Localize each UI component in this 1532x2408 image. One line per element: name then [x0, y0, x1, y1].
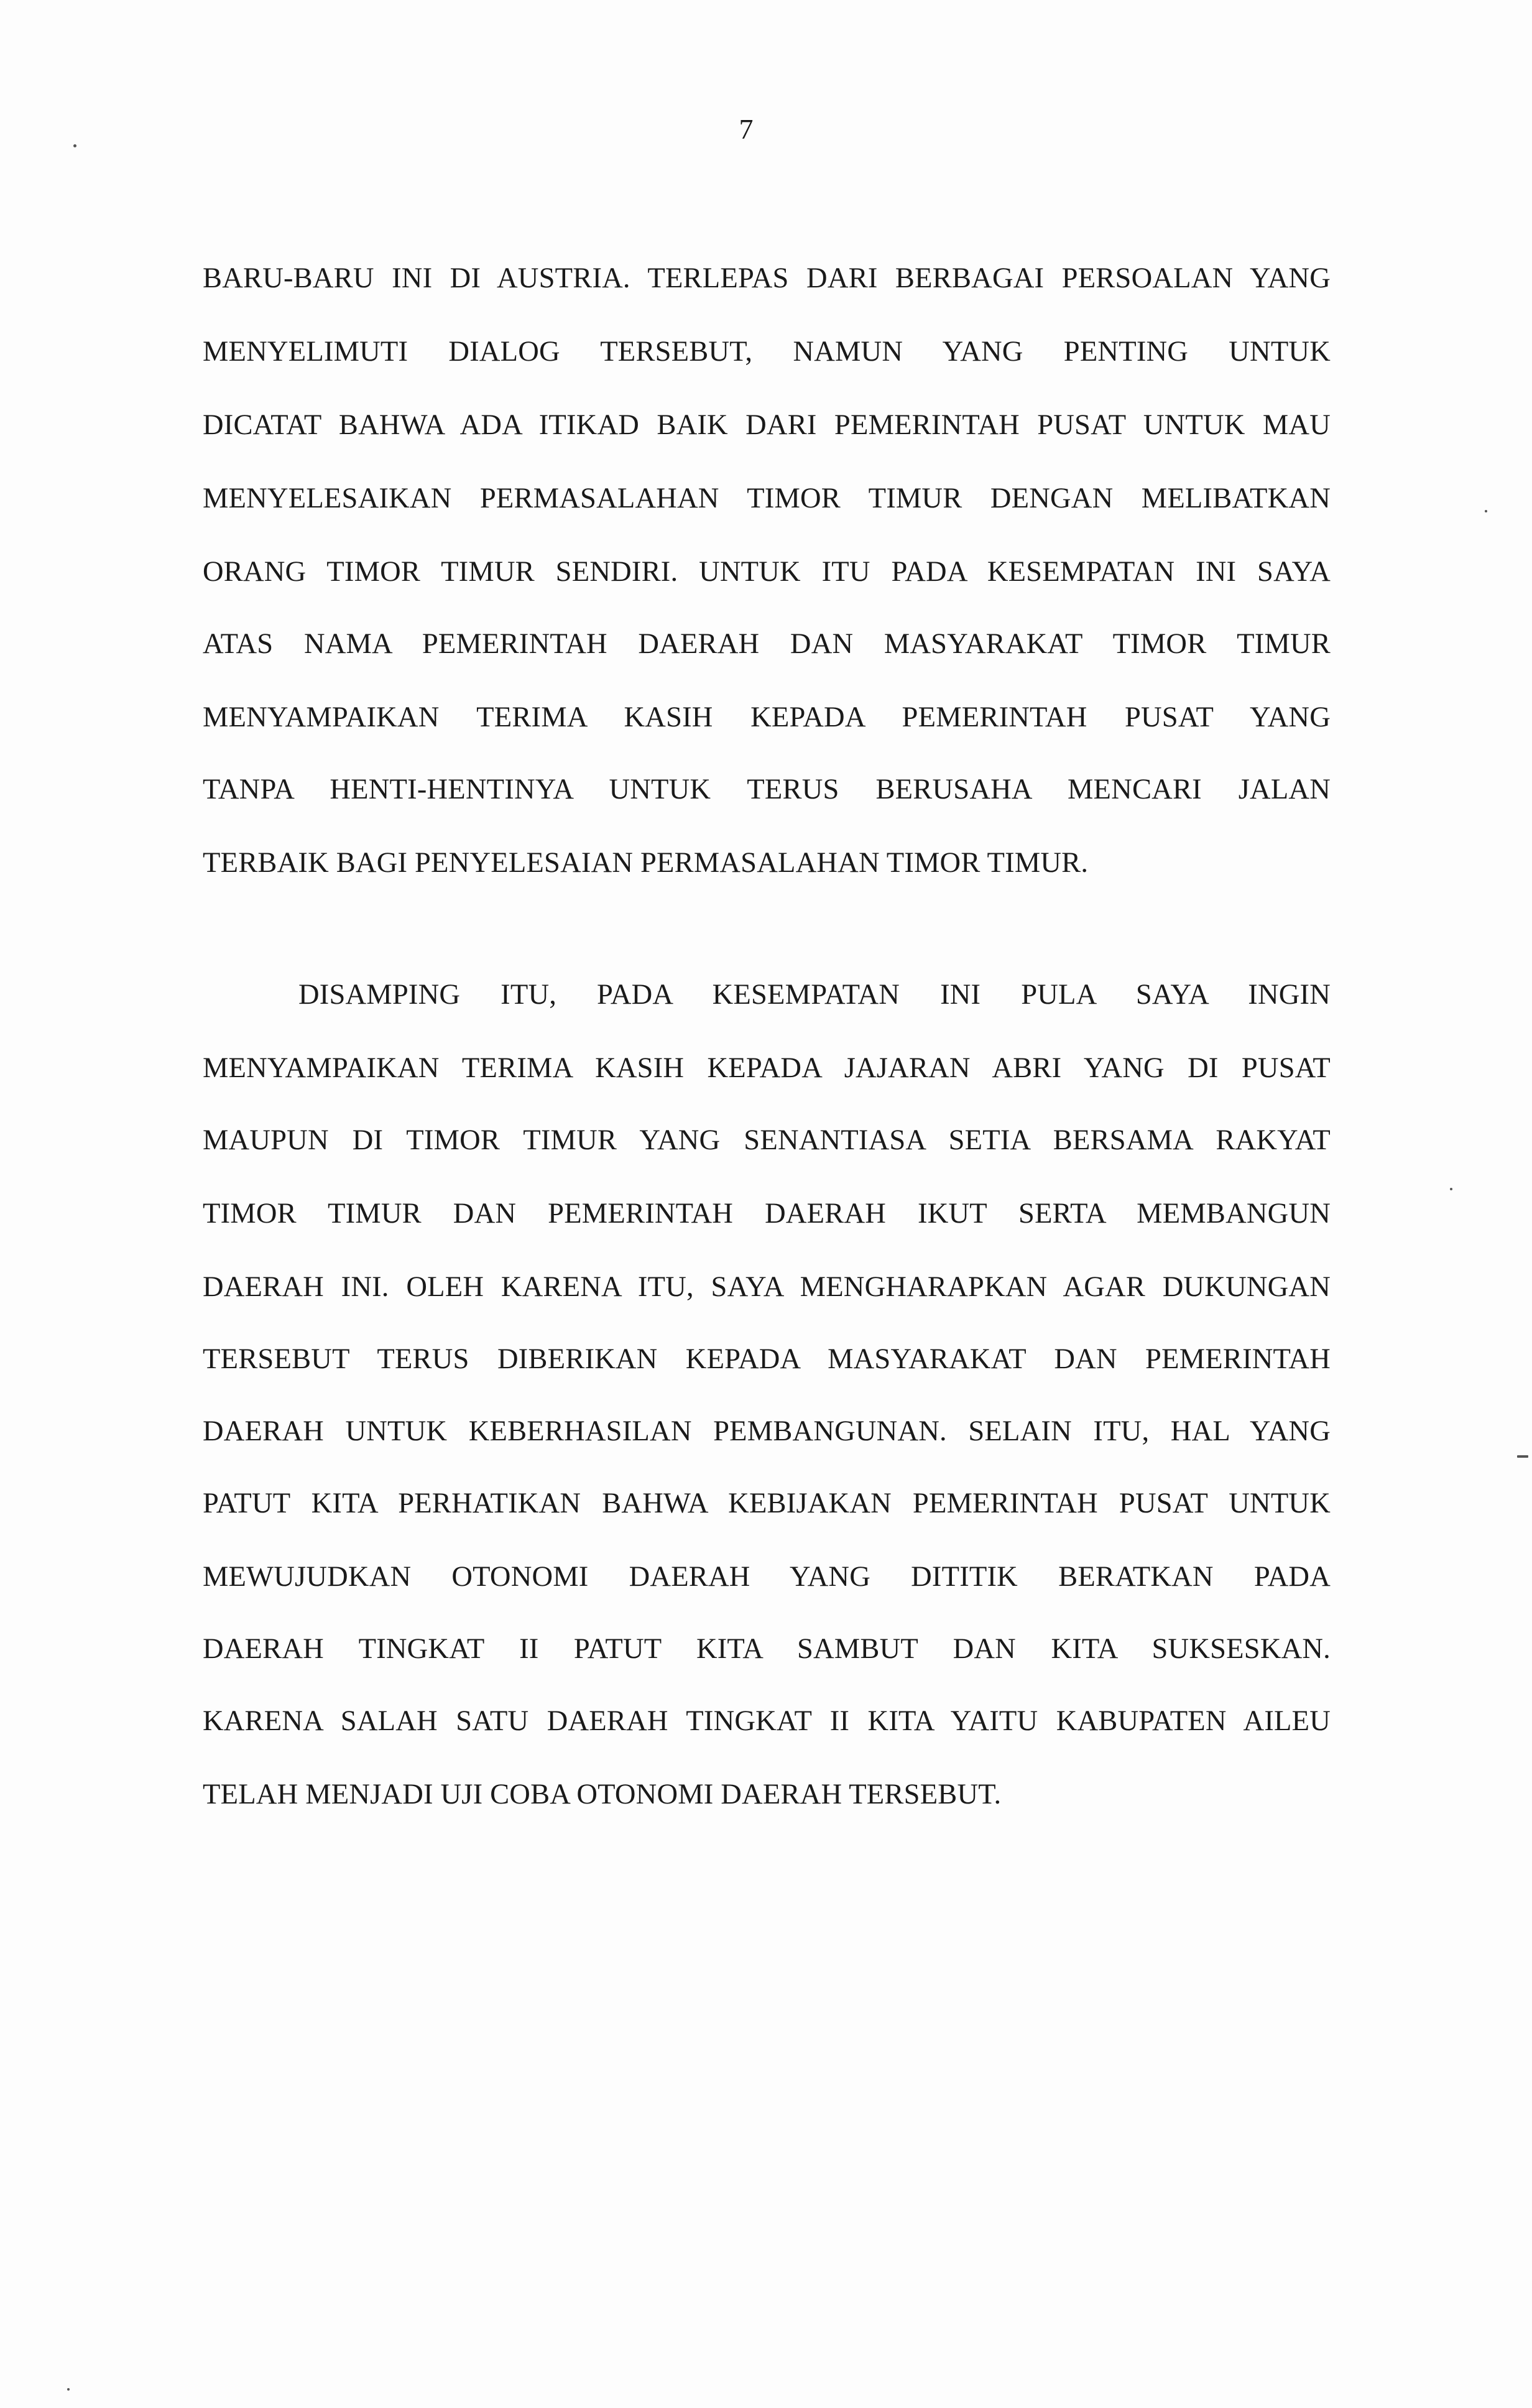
- scan-speck: [67, 2388, 70, 2391]
- text-line: MENYAMPAIKAN TERIMA KASIH KEPADA JAJARAN ABRI YANG DI PUSAT: [203, 1052, 1331, 1084]
- text-line: BARU-BARU INI DI AUSTRIA. TERLEPAS DARI BERBAGAI PERSOALAN YANG: [203, 262, 1331, 294]
- text-line: DAERAH INI. OLEH KARENA ITU, SAYA MENGHARAPKAN AGAR DUKUNGAN: [203, 1271, 1331, 1303]
- scan-speck: [1485, 510, 1487, 512]
- text-line: MENYAMPAIKAN TERIMA KASIH KEPADA PEMERINTAH PUSAT YANG: [203, 702, 1331, 733]
- text-line: DAERAH UNTUK KEBERHASILAN PEMBANGUNAN. SELAIN ITU, HAL YANG: [203, 1415, 1331, 1447]
- text-line: MENYELIMUTI DIALOG TERSEBUT, NAMUN YANG PENTING UNTUK: [203, 336, 1331, 368]
- text-line: DISAMPING ITU, PADA KESEMPATAN INI PULA SAYA INGIN: [298, 979, 1331, 1011]
- text-line: PATUT KITA PERHATIKAN BAHWA KEBIJAKAN PEMERINTAH PUSAT UNTUK: [203, 1488, 1331, 1519]
- page-number: 7: [739, 113, 754, 145]
- text-line: ORANG TIMOR TIMUR SENDIRI. UNTUK ITU PADA KESEMPATAN INI SAYA: [203, 556, 1331, 588]
- scan-speck: [73, 144, 76, 147]
- text-line: ATAS NAMA PEMERINTAH DAERAH DAN MASYARAKAT TIMOR TIMUR: [203, 628, 1331, 660]
- text-line: MAUPUN DI TIMOR TIMUR YANG SENANTIASA SETIA BERSAMA RAKYAT: [203, 1124, 1331, 1156]
- text-line: TERSEBUT TERUS DIBERIKAN KEPADA MASYARAKAT DAN PEMERINTAH: [203, 1343, 1331, 1375]
- scan-speck: [1450, 1188, 1452, 1190]
- scan-speck: [1517, 1455, 1528, 1458]
- text-line: DAERAH TINGKAT II PATUT KITA SAMBUT DAN KITA SUKSESKAN.: [203, 1633, 1331, 1665]
- text-line: TANPA HENTI-HENTINYA UNTUK TERUS BERUSAHA MENCARI JALAN: [203, 774, 1331, 805]
- text-line: KARENA SALAH SATU DAERAH TINGKAT II KITA YAITU KABUPATEN AILEU: [203, 1705, 1331, 1737]
- text-line: MENYELESAIKAN PERMASALAHAN TIMOR TIMUR DENGAN MELIBATKAN: [203, 483, 1331, 514]
- text-line: DICATAT BAHWA ADA ITIKAD BAIK DARI PEMERINTAH PUSAT UNTUK MAU: [203, 409, 1331, 441]
- text-line: TIMOR TIMUR DAN PEMERINTAH DAERAH IKUT SERTA MEMBANGUN: [203, 1198, 1331, 1229]
- text-line: TELAH MENJADI UJI COBA OTONOMI DAERAH TERSEBUT.: [203, 1779, 1002, 1810]
- text-line: TERBAIK BAGI PENYELESAIAN PERMASALAHAN TIMOR TIMUR.: [203, 847, 1089, 879]
- text-line: MEWUJUDKAN OTONOMI DAERAH YANG DITITIK BERATKAN PADA: [203, 1561, 1331, 1593]
